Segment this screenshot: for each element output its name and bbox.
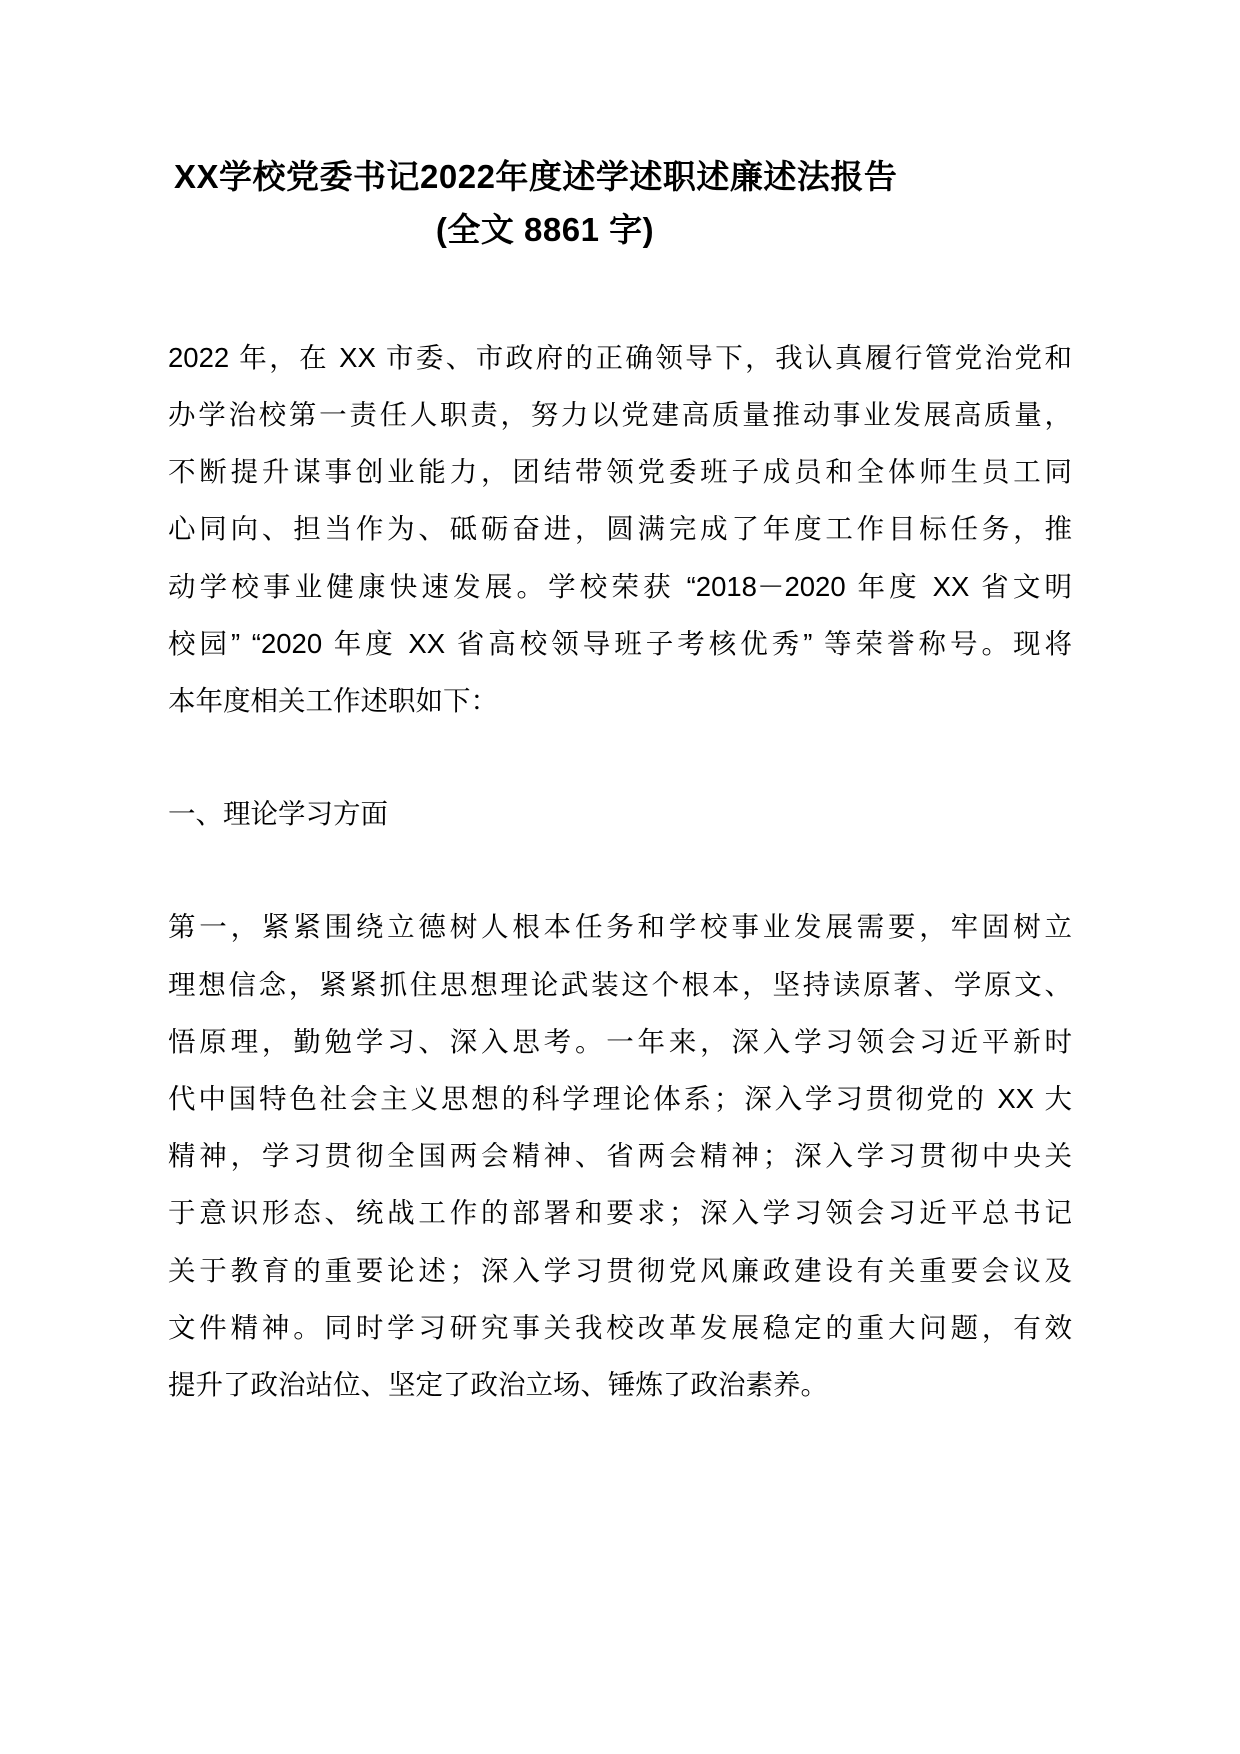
paragraph-line: 于意识形态、统战工作的部署和要求；深入学习领会习近平总书记: [168, 1197, 1072, 1229]
paragraph-line: 本年度相关工作述职如下：: [168, 685, 498, 717]
paragraph-line: 第一，紧紧围绕立德树人根本任务和学校事业发展需要，牢固树立: [168, 911, 1072, 943]
paragraph-line: 悟原理，勤勉学习、深入思考。一年来，深入学习领会习近平新时: [168, 1025, 1072, 1057]
opening-paragraph: [168, 329, 1072, 729]
paragraph-line: 办学治校第一责任人职责，努力以党建高质量推动事业发展高质量，: [168, 399, 1072, 431]
paragraph-line: 文件精神。同时学习研究事关我校改革发展稳定的重大问题，有效: [168, 1311, 1072, 1343]
paragraph-line: 提升了政治站位、坚定了政治立场、锤炼了政治素养。: [168, 1368, 828, 1400]
paragraph-line: 2022 年，在 XX 市委、市政府的正确领导下，我认真履行管党治党和: [168, 341, 1072, 373]
paragraph-line: 动学校事业健康快速发展。学校荣获 “2018－2020 年度 XX 省文明: [168, 570, 1072, 602]
section-heading-theory-study: 一、理论学习方面: [168, 798, 388, 830]
paragraph-line: 关于教育的重要论述；深入学习贯彻党风廉政建设有关重要会议及: [168, 1254, 1072, 1286]
document-title-line-1: XX学校党委书记2022年度述学述职述廉述法报告: [174, 158, 898, 195]
paragraph-line: 精神，学习贯彻全国两会精神、省两会精神；深入学习贯彻中央关: [168, 1140, 1072, 1172]
title-spacer: [168, 257, 1072, 329]
paragraph-gap: [168, 729, 1072, 785]
paragraph-line: 代中国特色社会主义思想的科学理论体系；深入学习贯彻党的 XX 大: [168, 1082, 1072, 1114]
paragraph-line: 不断提升谋事创业能力，团结带领党委班子成员和全体师生员工同: [168, 456, 1072, 488]
paragraph-line: 心同向、担当作为、砥砺奋进，圆满完成了年度工作目标任务，推: [168, 513, 1072, 545]
paragraph-line: 理想信念，紧紧抓住思想理论武装这个根本，坚持读原著、学原文、: [168, 968, 1072, 1000]
document-title-line-2: (全文 8861 字): [435, 211, 655, 249]
page-title: [168, 150, 1072, 257]
heading-gap: [168, 842, 1072, 898]
section-1-paragraph-1: [168, 898, 1072, 1413]
paragraph-line: 校园” “2020 年度 XX 省高校领导班子考核优秀” 等荣誉称号。现将: [168, 627, 1072, 659]
